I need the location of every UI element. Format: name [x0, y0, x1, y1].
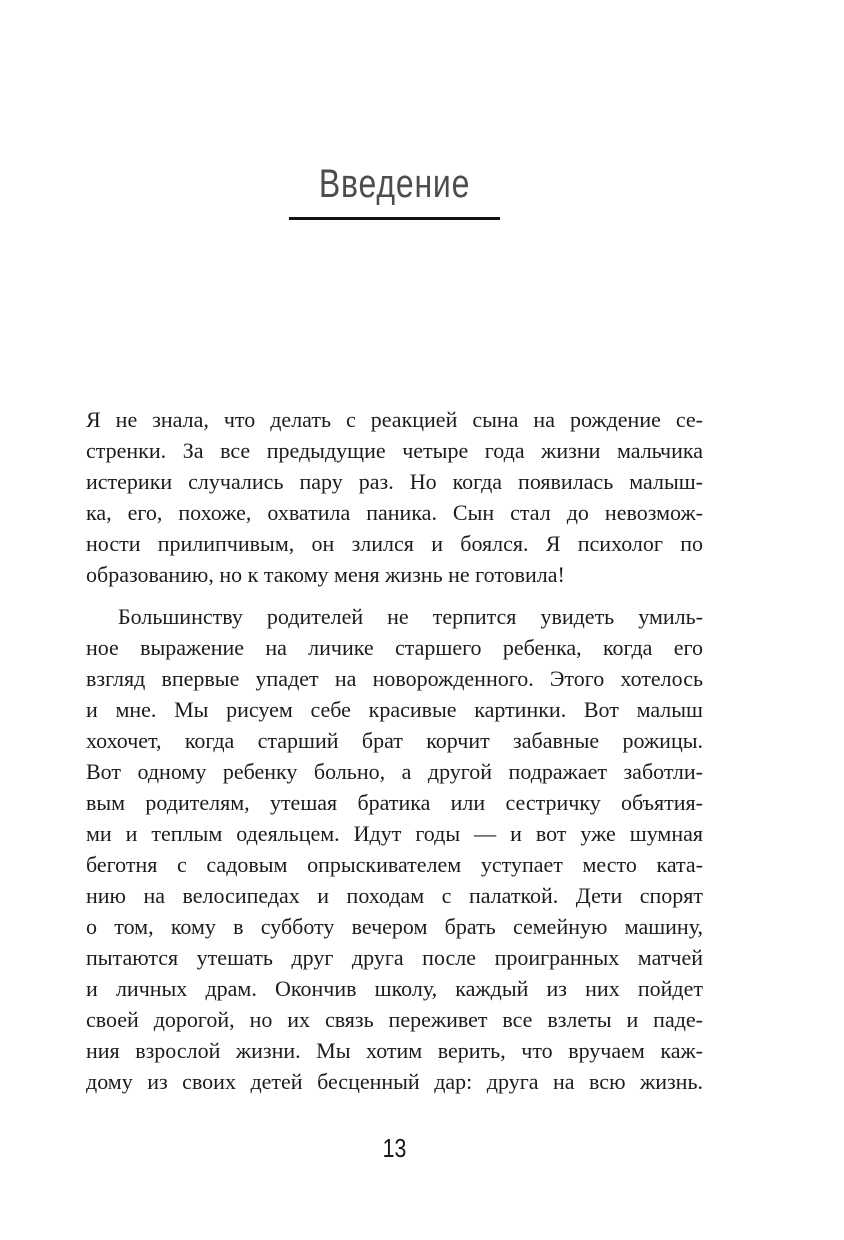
text-line: ное выражение на личике старшего ребенка, когда его: [86, 635, 703, 660]
chapter-title-text: Введение: [318, 162, 471, 206]
text-line: своей дорогой, но их связь переживет все взлеты и паде-: [86, 1007, 703, 1032]
text-line: стренки. За все предыдущие четыре года жизни мальчика: [86, 438, 703, 463]
text-line: ка, его, похоже, охватила паника. Сын стал до невозмож-: [86, 500, 703, 525]
title-underline-rule: [289, 217, 500, 220]
text-line: вым родителям, утешая братика или сестричку объятия-: [86, 790, 703, 815]
text-line: хохочет, когда старший брат корчит забавные рожицы.: [86, 728, 703, 753]
text-line: пытаются утешать друг друга после проигранных матчей: [86, 945, 703, 970]
text-line: и мне. Мы рисуем себе красивые картинки. Вот малыш: [86, 697, 703, 722]
text-line: Вот одному ребенку больно, а другой подражает заботли-: [86, 759, 703, 784]
page-content: [86, 0, 703, 1240]
text-line: беготня с садовым опрыскивателем уступает место ката-: [86, 852, 703, 877]
paragraph: [86, 404, 703, 590]
text-line: дому из своих детей бесценный дар: друга на всю жизнь.: [86, 1069, 703, 1094]
text-line: ности прилипчивым, он злился и боялся. Я психолог по: [86, 531, 703, 556]
text-line: ми и теплым одеяльцем. Идут годы — и вот уже шумная: [86, 821, 703, 846]
text-line: Я не знала, что делать с реакцией сына на рождение се-: [86, 407, 703, 432]
text-line: образованию, но к такому меня жизнь не готовила!: [86, 562, 565, 587]
chapter-title: [86, 158, 703, 210]
page-number: [86, 1132, 703, 1164]
text-line: Большинству родителей не терпится увидеть умиль-: [118, 604, 703, 629]
paragraph: [86, 601, 703, 1097]
text-line: истерики случались пару раз. Но когда появилась малыш-: [86, 469, 703, 494]
text-line: и личных драм. Окончив школу, каждый из них пойдет: [86, 976, 703, 1001]
page-number-text: 13: [382, 1133, 407, 1163]
body-text: [86, 404, 703, 1097]
text-line: нию на велосипедах и походам с палаткой. Дети спорят: [86, 883, 703, 908]
text-line: взгляд впервые упадет на новорожденного. Этого хотелось: [86, 666, 703, 691]
text-line: ния взрослой жизни. Мы хотим верить, что вручаем каж-: [86, 1038, 703, 1063]
text-line: о том, кому в субботу вечером брать семейную машину,: [86, 914, 703, 939]
